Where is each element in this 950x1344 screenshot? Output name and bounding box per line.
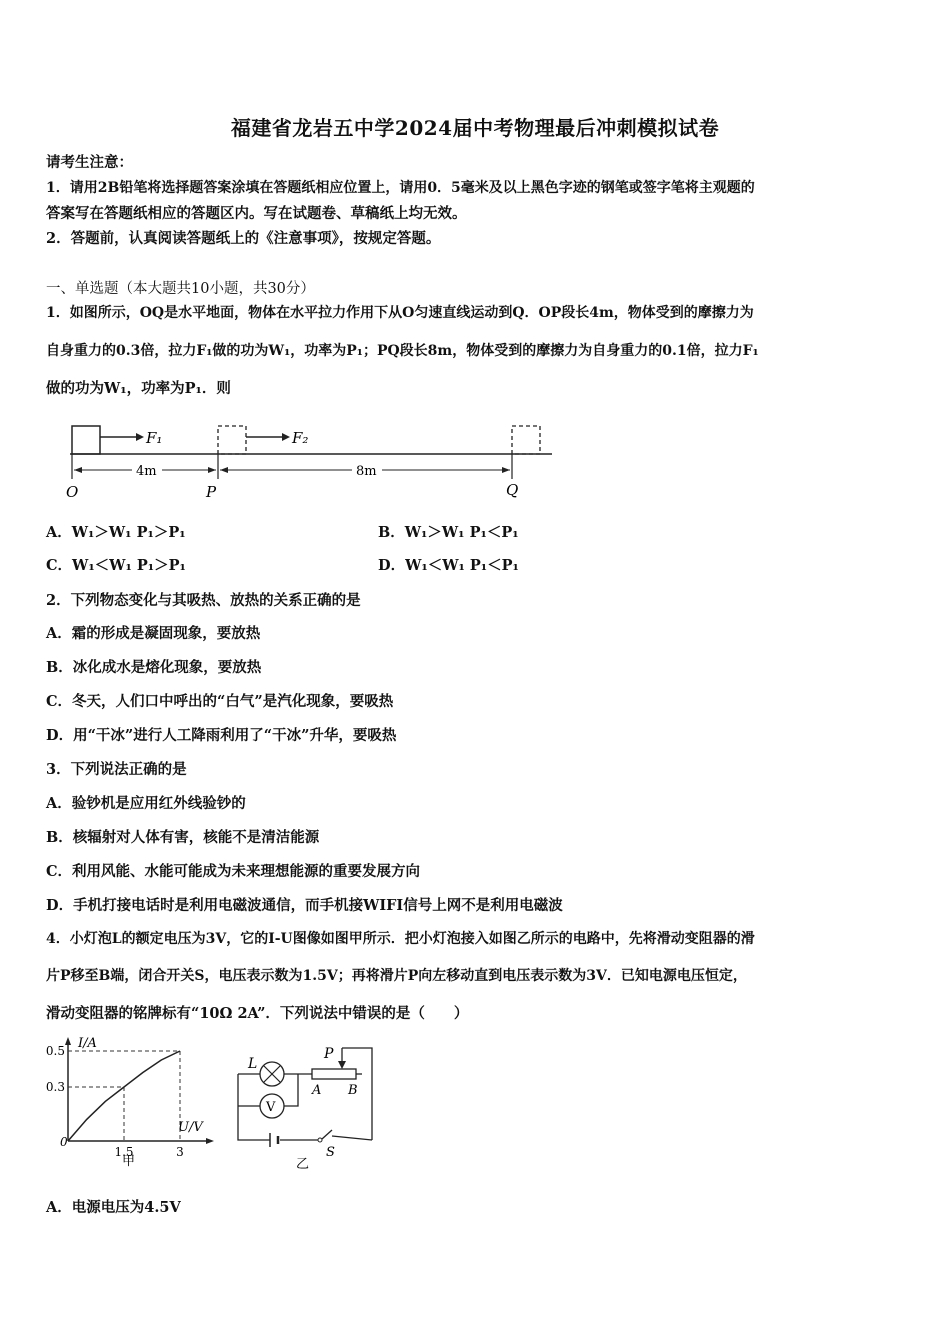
voltmeter-label: V (266, 1100, 276, 1115)
label-P: P (206, 483, 217, 501)
origin-label: 0 (60, 1135, 68, 1149)
q3-option-b: B．核辐射对人体有害，核能不是清洁能源 (46, 829, 320, 846)
rheostat (312, 1069, 356, 1079)
q2-option-b: B．冰化成水是熔化现象，要放热 (46, 659, 262, 676)
label-F1: F₁ (146, 429, 163, 447)
q2-option-a: A．霜的形成是凝固现象，要放热 (46, 625, 261, 642)
label-8m: 8m (356, 464, 377, 479)
x-tick-3: 3 (176, 1145, 184, 1159)
q1-motion-diagram (60, 415, 560, 505)
q2-option-c: C．冬天，人们口中呼出的“白气”是汽化现象，要吸热 (46, 693, 394, 710)
block-dashed-q (512, 426, 540, 454)
terminal-a-label: A (312, 1083, 322, 1098)
q1-stem-line-2: 自身重力的0.3倍，拉力F₁做的功为W₁，功率为P₁；PQ段长8m，物体受到的摩擦力为自身重力的0.1倍，拉力F₁ (46, 343, 759, 359)
circuit-diagram (228, 1040, 388, 1175)
q4-stem-line-2: 片P移至B端，闭合开关S，电压表示数为1.5V；再将滑片P向左移动直到电压表示数为3V．已知电源电压恒定， (46, 968, 747, 984)
q2-stem: 2．下列物态变化与其吸热、放热的关系正确的是 (46, 592, 361, 609)
q1-stem-line-3: 做的功为W₁，功率为P₁．则 (46, 380, 231, 397)
y-tick-0.5: 0.5 (45, 1044, 65, 1058)
label-Q: Q (506, 481, 519, 499)
switch (318, 1138, 322, 1142)
block-solid (72, 426, 100, 454)
x-tick-1.5: 1.5 (114, 1145, 134, 1159)
slider-label: P (324, 1046, 334, 1062)
switch-label: S (326, 1145, 335, 1160)
label-O: O (66, 483, 79, 501)
y-axis-label: I/A (78, 1036, 97, 1051)
q1-option-a: A．W₁＞W₁ P₁＞P₁ (46, 524, 186, 541)
notice-heading: 请考生注意： (46, 154, 133, 171)
section-heading: 一、单选题（本大题共10小题，共30分） (46, 281, 315, 297)
label-4m: 4m (136, 464, 157, 479)
q1-option-b: B．W₁＞W₁ P₁＜P₁ (378, 524, 519, 541)
slider-arrow (338, 1061, 346, 1069)
label-F2: F₂ (292, 429, 309, 447)
q3-option-c: C．利用风能、水能可能成为未来理想能源的重要发展方向 (46, 863, 421, 880)
q1-option-c: C．W₁＜W₁ P₁＞P₁ (46, 557, 186, 574)
circuit-caption: 乙 (296, 1157, 310, 1172)
notice-line-2: 答案写在答题纸相应的答题区内。写在试题卷、草稿纸上均无效。 (46, 205, 467, 222)
q1-option-d: D．W₁＜W₁ P₁＜P₁ (378, 557, 519, 574)
q3-option-d: D．手机打接电话时是利用电磁波通信，而手机接WIFI信号上网不是利用电磁波 (46, 897, 563, 914)
q3-option-a: A．验钞机是应用红外线验钞的 (46, 795, 246, 812)
lamp-label: L (248, 1056, 258, 1072)
y-tick-0.3: 0.3 (45, 1080, 65, 1094)
q4-stem-line-1: 4．小灯泡L的额定电压为3V，它的I-U图像如图甲所示．把小灯泡接入如图乙所示的电路中，先将滑动变阻器的滑 (46, 931, 755, 947)
terminal-b-label: B (348, 1083, 358, 1098)
q3-stem: 3．下列说法正确的是 (46, 761, 187, 778)
iu-graph (40, 1035, 220, 1170)
q4-option-a: A．电源电压为4.5V (46, 1199, 181, 1216)
q2-option-d: D．用“干冰”进行人工降雨利用了“干冰”升华，要吸热 (46, 727, 397, 744)
notice-line-1: 1．请用2B铅笔将选择题答案涂填在答题纸相应位置上，请用0．5毫米及以上黑色字迹的钢笔或签字笔将主观题的 (46, 180, 755, 196)
block-dashed-p (218, 426, 246, 454)
page-title: 福建省龙岩五中学2024届中考物理最后冲刺模拟试卷 (230, 116, 720, 140)
q4-stem-line-3: 滑动变阻器的铭牌标有“10Ω 2A”．下列说法中错误的是（ ） (46, 1005, 469, 1022)
q1-stem-line-1: 1．如图所示，OQ是水平地面，物体在水平拉力作用下从O匀速直线运动到Q．OP段长4m，物体受到的摩擦力为 (46, 305, 754, 321)
graph-caption: 甲 (122, 1154, 136, 1169)
notice-line-3: 2．答题前，认真阅读答题纸上的《注意事项》，按规定答题。 (46, 230, 441, 247)
x-axis-label: U/V (178, 1120, 203, 1135)
